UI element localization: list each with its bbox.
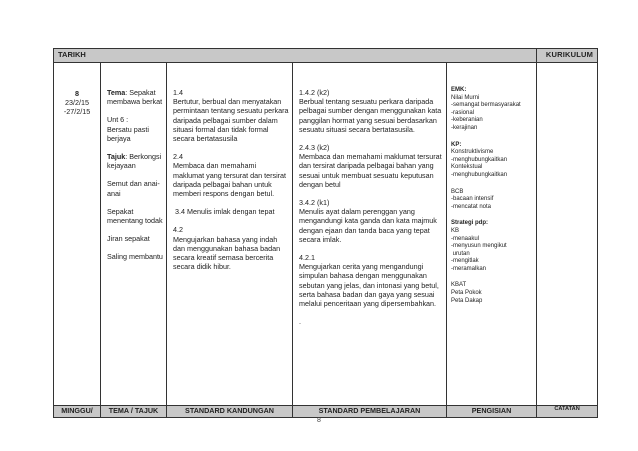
week-number: 8 [75,89,79,98]
sp-1-code: 1.4.2 (k2) [299,88,330,97]
catatan-cell [537,63,598,406]
emk-item: -rasional [451,109,475,116]
strategi-item: -mengitlak [451,258,479,265]
pengisian-footer: PENGISIAN [447,406,537,418]
sk-4-text: Mengujarkan bahasa yang indah dan menggunakan bahasa badan secara kreatif semasa bercerita secara didik hibur. [173,234,281,272]
bcb-item: -mencatat nota [451,203,492,210]
kp-item: -menghubungkaitkan [451,156,508,163]
sk-1-code: 1.4 [173,88,183,97]
sp-4-text: Mengujarkan cerita yang mengandungi simpulan bahasa dengan menggunakan sebutan yang jelas, dan intonasi yang betul, serta bahasa badan dan gaya yang sesuai melalui penceritaan yang dipersembahkan. [299,262,439,309]
standard-kandungan-cell [167,63,293,406]
kbat-label: KBAT [451,282,467,289]
strategi-item: KB [451,227,460,234]
tema-line [107,88,163,106]
bcb-item: -bacaan intensif [451,196,494,203]
subtopic-1: Semut dan anai-anai [107,179,160,198]
tema-tajuk-footer: TEMA / TAJUK [101,406,167,418]
subtopic-4: Saling membantu [107,252,163,262]
sp-4-code: 4.2.1 [299,253,315,263]
emk-item: -semangat bermasyarakat [451,102,521,109]
emk-item: Nilai Murni [451,94,480,101]
tarikh-header: TARIKH [54,49,537,63]
strategi-item: -meramalkan [451,265,487,272]
tema-cell [101,63,167,406]
sk-2-code: 2.4 [173,152,183,162]
catatan-footer: CATATAN [537,406,598,418]
standard-pembelajaran-cell [293,63,447,406]
kbat-item: Peta Dakap [451,297,483,304]
tema-label: Tema [107,88,126,97]
date-to: -27/2/15 [63,107,91,117]
kbat-item: Peta Pokok [451,290,482,297]
bcb-label: BCB [451,188,464,195]
sk-1-text: Bertutur, berbual dan menyatakan permintaan tentang sesuatu perkara daripada pelbagai sumber dalam situasi formal dan tidak formal secara bertatasusila [173,97,289,144]
sk-3-text: 3.4 Menulis imlak dengan tepat [173,207,275,217]
date-from: 23/2/15 [65,98,89,108]
unit-title: Bersatu pasti berjaya [107,124,149,143]
strategi-item: urutan [451,250,470,257]
sp-1-text: Berbual tentang sesuatu perkara daripada pelbagai sumber dengan menggunakan kata panggilan hormat yang sesuai berdasarkan sesuatu situasi secara bertatasusila. [299,97,442,134]
content-row [54,63,598,406]
sp-2-text: Membaca dan memahami maklumat tersurat dan tersirat daripada pelbagai bahan yang sesuai untuk membuat sesuatu keputusan dengan betul [299,152,442,189]
tema-value: : Sepakat membawa berkat [107,88,163,107]
sk-4-code: 4.2 [173,225,183,235]
emk-label: EMK: [451,87,467,93]
sp-footer: STANDARD PEMBELAJARAN [293,406,447,418]
sk-2-text: Membaca dan memahami maklumat yang tersurat dan tersirat daripada pelbagai bahan untuk memberi respons dengan betul. [173,161,287,199]
kp-item: Konstruktivisme [451,149,494,156]
tajuk-value: : Berkongsi kejayaan [107,152,162,171]
header-row [54,49,598,63]
minggu-footer: MINGGU/ [54,406,101,418]
sp-5-text: . [299,317,301,327]
emk-item: -kerajinan [451,124,478,131]
footer-row [54,406,598,418]
kp-item: Kontekstual [451,164,483,171]
sp-3-code: 3.4.2 (k1) [299,198,330,208]
page-number: 8 [317,417,321,424]
tajuk-label: Tajuk [107,152,126,162]
emk-item: -keberanian [451,117,483,124]
kp-item: -menghubungkaitkan [451,171,508,178]
lesson-plan-table [53,48,598,418]
subtopic-2: Sepakat menentang todak [107,206,163,226]
kp-label: KP: [451,141,462,148]
strategi-item: -menaakul [451,235,480,242]
sp-2-code: 2.4.3 (k2) [299,143,330,153]
pengisian-cell [447,63,537,406]
tajuk-line [107,152,163,170]
subtopic-3: Jiran sepakat [107,234,150,244]
strategi-item: -menyusun mengikut [451,243,507,250]
date-cell [54,63,101,406]
strategi-label: Strategi pdp: [451,220,488,227]
unit-label: Unt 6 : [107,115,129,125]
sp-3-text: Menulis ayat dalam perenggan yang mengandungi kata ganda dan kata majmuk dengan ejaan dan tanda baca yang tepat secara imlak. [299,207,437,244]
kurikulum-header: KURIKULUM [537,49,598,63]
sk-footer: STANDARD KANDUNGAN [167,406,293,418]
